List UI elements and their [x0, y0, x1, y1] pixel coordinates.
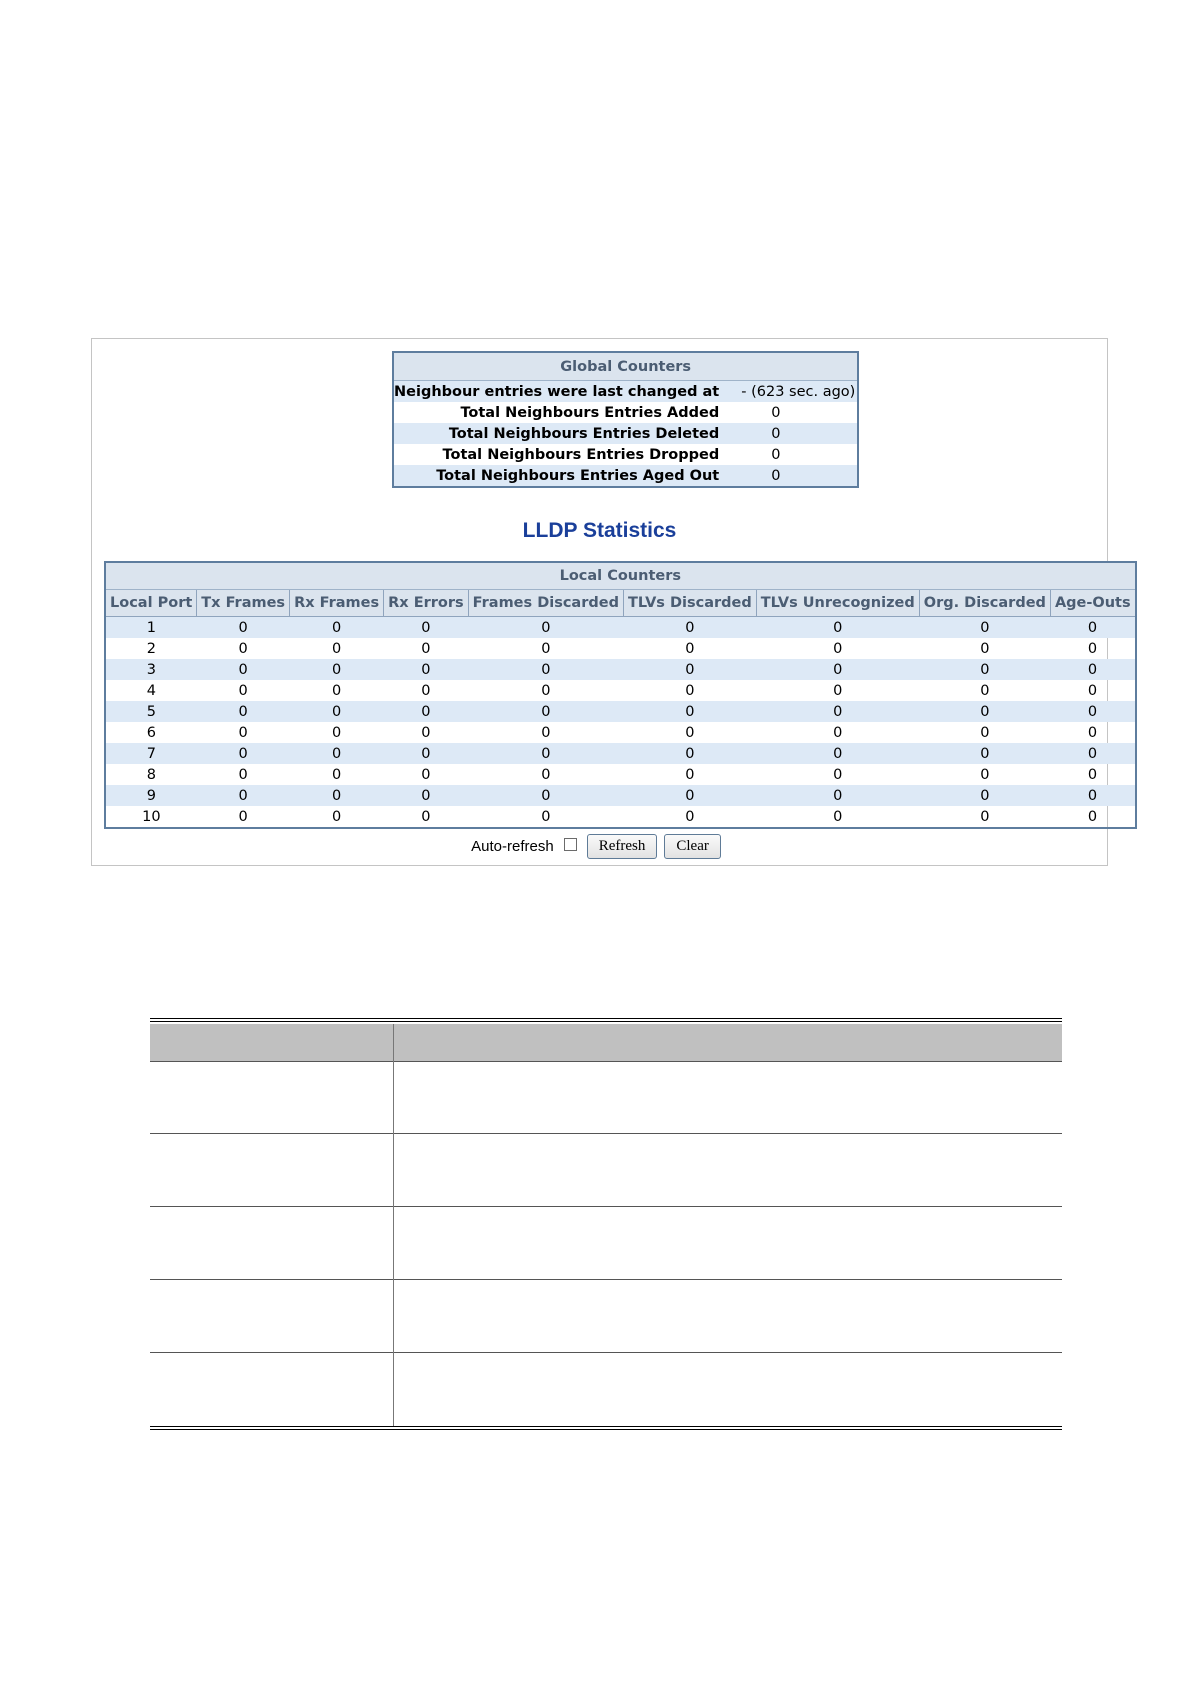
counter-cell: 0	[685, 766, 695, 783]
counter-cell: 0	[331, 682, 342, 699]
counter-cell: 0	[756, 617, 919, 639]
counter-cell: 0	[919, 617, 1050, 639]
port-cell: 9	[105, 785, 197, 806]
counter-cell: 0	[833, 640, 843, 657]
counter-cell: 0	[833, 808, 843, 825]
counter-cell: 0	[685, 682, 695, 699]
counter-cell: 0	[1087, 640, 1098, 657]
global-counter-value: 0	[771, 446, 781, 463]
counter-cell: 0	[756, 743, 919, 764]
counter-cell: 0	[685, 724, 695, 741]
table-row	[105, 701, 1136, 722]
column-header: Rx Errors	[384, 590, 469, 617]
counter-cell: 0	[541, 640, 551, 657]
counter-cell: 0	[468, 701, 623, 722]
auto-refresh-checkbox[interactable]	[564, 838, 577, 851]
table-row	[105, 764, 1136, 785]
counter-cell: 0	[290, 659, 384, 680]
table-row	[105, 680, 1136, 701]
counter-cell: 0	[1087, 724, 1098, 741]
counter-cell: 0	[623, 617, 756, 639]
page-title: LLDP Statistics	[522, 519, 677, 542]
table-row	[105, 638, 1136, 659]
global-counters-header: Global Counters	[393, 352, 858, 381]
global-counter-value: 0	[771, 404, 781, 421]
counter-cell: 0	[756, 701, 919, 722]
global-counter-value: - (623 sec. ago)	[733, 381, 858, 403]
counter-cell: 0	[919, 701, 1050, 722]
lldp-statistics-screenshot	[91, 338, 1131, 866]
counter-cell: 0	[468, 785, 623, 806]
counter-cell: 0	[685, 808, 695, 825]
global-counter-row	[393, 465, 858, 487]
port-cell: 3	[105, 659, 197, 680]
column-header: Tx Frames	[197, 590, 290, 617]
counter-cell: 0	[919, 743, 1050, 764]
counter-cell: 0	[197, 617, 290, 639]
counter-cell: 0	[331, 724, 342, 741]
port-cell: 7	[105, 743, 197, 764]
counter-cell: 0	[980, 640, 990, 657]
port-cell: 4	[146, 682, 156, 699]
counter-cell: 0	[290, 785, 384, 806]
counter-cell: 0	[238, 682, 248, 699]
column-header: Frames Discarded	[468, 590, 623, 617]
counter-cell: 0	[1087, 682, 1098, 699]
table-row	[105, 785, 1136, 806]
column-header: Local Port	[105, 590, 197, 617]
column-header: Rx Frames	[290, 590, 384, 617]
counter-cell: 0	[238, 724, 248, 741]
column-header: Age-Outs	[1050, 590, 1135, 617]
column-header: Org. Discarded	[919, 590, 1050, 617]
counter-cell: 0	[290, 701, 384, 722]
counter-cell: 0	[238, 766, 248, 783]
counter-cell: 0	[238, 640, 248, 657]
global-counter-row	[393, 402, 858, 423]
counter-cell: 0	[1050, 701, 1135, 722]
global-counter-value: 0	[733, 465, 858, 487]
counter-cell: 0	[421, 640, 431, 657]
local-counters-column-headers	[105, 590, 1136, 617]
counter-cell: 0	[1050, 743, 1135, 764]
counter-cell: 0	[919, 659, 1050, 680]
port-cell: 2	[146, 640, 156, 657]
table-row	[105, 722, 1136, 743]
counter-cell: 0	[290, 743, 384, 764]
clear-button[interactable]: Clear	[664, 834, 720, 859]
counter-cell: 0	[541, 808, 551, 825]
counter-cell: 0	[197, 785, 290, 806]
table-row	[105, 743, 1136, 764]
port-cell: 10	[142, 808, 161, 825]
table-row	[150, 1206, 1062, 1207]
column-header: TLVs Unrecognized	[756, 590, 919, 617]
global-counter-label: Neighbour entries were last changed at	[393, 381, 733, 403]
controls-bar	[92, 832, 1107, 860]
counter-cell: 0	[756, 659, 919, 680]
counter-cell: 0	[919, 785, 1050, 806]
counter-cell: 0	[468, 743, 623, 764]
counter-cell: 0	[1087, 766, 1098, 783]
counter-cell: 0	[384, 701, 469, 722]
counter-cell: 0	[331, 766, 342, 783]
global-counter-value: 0	[733, 423, 858, 444]
global-counter-row	[393, 381, 858, 403]
table-row	[105, 617, 1136, 639]
counter-cell: 0	[833, 724, 843, 741]
counter-cell: 0	[541, 766, 551, 783]
global-counter-label: Total Neighbours Entries Aged Out	[393, 465, 733, 487]
counter-cell: 0	[384, 743, 469, 764]
counter-cell: 0	[980, 766, 990, 783]
counter-cell: 0	[421, 682, 431, 699]
port-cell: 5	[105, 701, 197, 722]
global-counter-label: Total Neighbours Entries Added	[460, 404, 720, 421]
table-column-divider	[393, 1024, 394, 1426]
counter-cell: 0	[623, 785, 756, 806]
table-bottom-rule	[150, 1426, 1062, 1430]
table-row	[105, 659, 1136, 680]
table-row	[150, 1352, 1062, 1353]
port-cell: 1	[105, 617, 197, 639]
counter-cell: 0	[541, 724, 551, 741]
counter-cell: 0	[756, 785, 919, 806]
auto-refresh-label: Auto-refresh	[471, 837, 554, 855]
counter-cell: 0	[384, 659, 469, 680]
counter-cell: 0	[421, 766, 431, 783]
counter-cell: 0	[980, 682, 990, 699]
counter-cell: 0	[980, 724, 990, 741]
counter-cell: 0	[421, 808, 431, 825]
counter-cell: 0	[623, 659, 756, 680]
counter-cell: 0	[1050, 659, 1135, 680]
counter-cell: 0	[685, 640, 695, 657]
table-row	[150, 1279, 1062, 1280]
counter-cell: 0	[833, 766, 843, 783]
counter-cell: 0	[980, 808, 990, 825]
counter-cell: 0	[1050, 617, 1135, 639]
counter-cell: 0	[541, 682, 551, 699]
local-counters-header: Local Counters	[105, 562, 1136, 590]
description-table	[150, 1018, 1062, 1432]
counter-cell: 0	[197, 701, 290, 722]
port-cell: 8	[146, 766, 156, 783]
counter-cell: 0	[331, 808, 342, 825]
counter-cell: 0	[421, 724, 431, 741]
table-header-row	[150, 1024, 1062, 1061]
table-row	[105, 806, 1136, 828]
table-row	[150, 1133, 1062, 1134]
counter-cell: 0	[1050, 785, 1135, 806]
global-counter-row	[393, 423, 858, 444]
counter-cell: 0	[384, 785, 469, 806]
column-header: TLVs Discarded	[623, 590, 756, 617]
counter-cell: 0	[197, 659, 290, 680]
global-counter-row	[393, 444, 858, 465]
counter-cell: 0	[238, 808, 248, 825]
refresh-button[interactable]: Refresh	[587, 834, 658, 859]
port-cell: 6	[146, 724, 156, 741]
global-counter-label: Total Neighbours Entries Dropped	[442, 446, 720, 463]
table-row	[150, 1061, 1062, 1062]
counter-cell: 0	[468, 617, 623, 639]
counter-cell: 0	[384, 617, 469, 639]
counter-cell: 0	[1087, 808, 1098, 825]
counter-cell: 0	[331, 640, 342, 657]
local-counters-table	[104, 561, 1137, 829]
counter-cell: 0	[468, 659, 623, 680]
counter-cell: 0	[623, 701, 756, 722]
counter-cell: 0	[833, 682, 843, 699]
counter-cell: 0	[623, 743, 756, 764]
counter-cell: 0	[290, 617, 384, 639]
global-counter-label: Total Neighbours Entries Deleted	[393, 423, 733, 444]
global-counters-table	[392, 351, 859, 488]
counter-cell: 0	[197, 743, 290, 764]
